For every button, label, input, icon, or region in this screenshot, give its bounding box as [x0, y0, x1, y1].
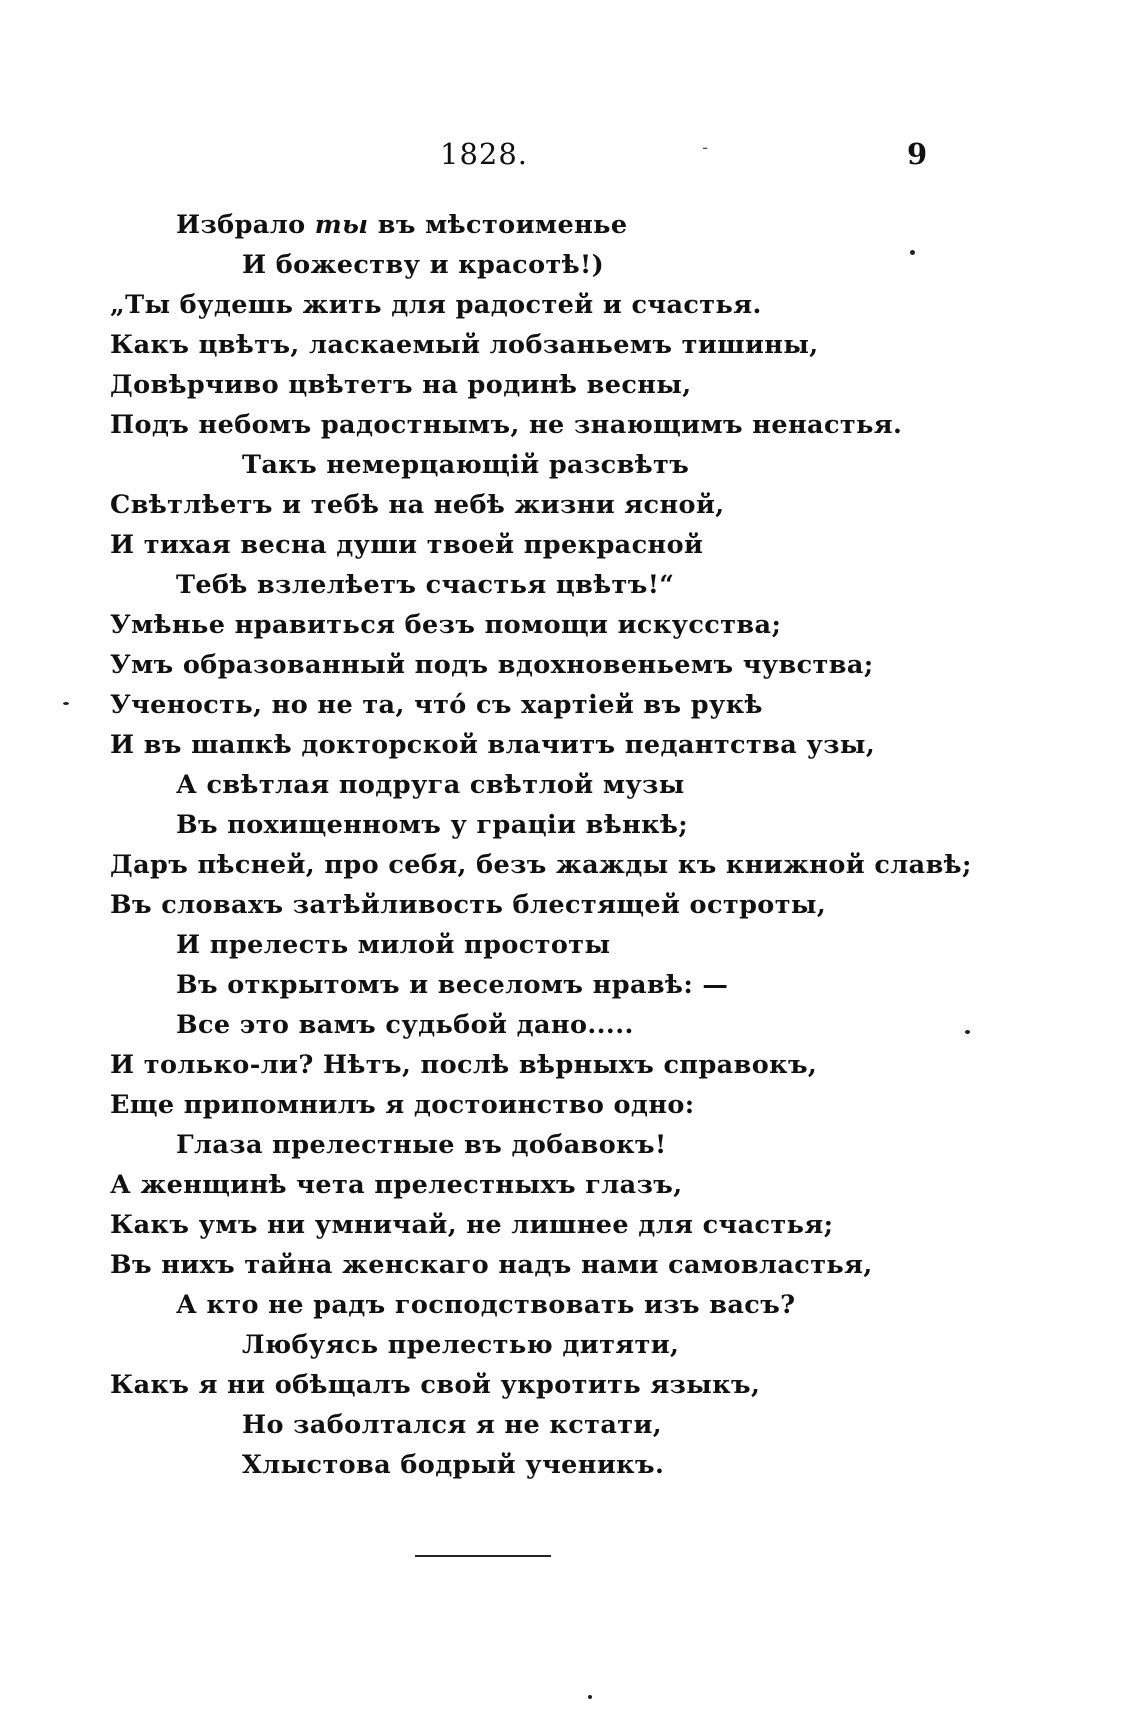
poem-line	[0, 1125, 1140, 1165]
poem-line	[0, 1445, 1140, 1485]
poem-line	[0, 1405, 1140, 1445]
poem-line	[0, 565, 1140, 605]
poem-line	[0, 205, 1140, 245]
poem-line-text: Умѣнье нравиться безъ помощи искусства;	[110, 610, 782, 640]
poem-line	[0, 805, 1140, 845]
poem-line-text: Умъ образованный подъ вдохновеньемъ чувства;	[110, 650, 874, 680]
poem-line	[0, 965, 1140, 1005]
poem-line	[0, 285, 1140, 325]
poem-line-text: Какъ умъ ни умничай, не лишнее для счастья;	[110, 1210, 834, 1240]
poem-line	[0, 725, 1140, 765]
running-head-year: 1828.	[440, 137, 529, 171]
poem-line	[0, 645, 1140, 685]
poem-line	[0, 1045, 1140, 1085]
print-speck	[910, 250, 915, 255]
poem-line-text: „Ты будешь жить для радостей и счастья.	[110, 290, 762, 320]
poem-line-text: И прелесть милой простоты	[176, 930, 611, 960]
poem-line	[0, 765, 1140, 805]
page-number: 9	[907, 137, 928, 171]
poem-line	[0, 1365, 1140, 1405]
poem-line-text: Ученость, но не та, что́ съ хартіей въ рукѣ	[110, 690, 763, 720]
poem-line	[0, 885, 1140, 925]
poem-line	[0, 1005, 1140, 1045]
poem-line	[0, 1165, 1140, 1205]
poem-line-text: Еще припомнилъ я достоинство одно:	[110, 1090, 695, 1120]
poem-line	[0, 405, 1140, 445]
poem-line-text: Но заболтался я не кстати,	[242, 1410, 663, 1440]
poem-line-text: Довѣрчиво цвѣтетъ на родинѣ весны,	[110, 370, 692, 400]
poem-line-text: Тебѣ взлелѣетъ счастья цвѣтъ!“	[176, 570, 675, 600]
poem-line	[0, 445, 1140, 485]
poem-line	[0, 365, 1140, 405]
poem-line	[0, 485, 1140, 525]
poem-line-text: Хлыстова бодрый ученикъ.	[242, 1450, 665, 1480]
poem-line-text: Въ похищенномъ у граціи вѣнкѣ;	[176, 810, 689, 840]
poem-line-text: А свѣтлая подруга свѣтлой музы	[176, 770, 685, 800]
poem-line-italic-text: ты	[314, 210, 369, 240]
poem-line-text: И только-ли? Нѣтъ, послѣ вѣрныхъ справокъ,	[110, 1050, 818, 1080]
poem-line-text: Свѣтлѣетъ и тебѣ на небѣ жизни ясной,	[110, 490, 725, 520]
poem-line	[0, 1325, 1140, 1365]
print-speck	[588, 1695, 592, 1699]
poem-line	[0, 685, 1140, 725]
poem-line-text: А женщинѣ чета прелестныхъ глазъ,	[110, 1170, 683, 1200]
poem-line	[0, 245, 1140, 285]
poem-line-text: И тихая весна души твоей прекрасной	[110, 530, 704, 560]
poem-line-text: Въ открытомъ и веселомъ нравѣ: —	[176, 970, 729, 1000]
poem-line	[0, 1245, 1140, 1285]
poem-line	[0, 325, 1140, 365]
poem-line-text: И божеству и красотѣ!)	[242, 250, 605, 280]
poem-line-text: Какъ цвѣтъ, ласкаемый лобзаньемъ тишины,	[110, 330, 819, 360]
poem-line-text: И въ шапкѣ докторской влачитъ педантства узы,	[110, 730, 876, 760]
poem-line	[0, 605, 1140, 645]
poem-body	[0, 205, 1140, 1485]
poem-line-text: въ мѣстоименье	[368, 210, 628, 240]
poem-line	[0, 1085, 1140, 1125]
poem-line	[0, 845, 1140, 885]
header-mark: -	[702, 137, 709, 158]
poem-line-text: Подъ небомъ радостнымъ, не знающимъ ненастья.	[110, 410, 903, 440]
poem-line	[0, 525, 1140, 565]
end-rule	[415, 1555, 551, 1557]
poem-line	[0, 1205, 1140, 1245]
poem-line-text: Даръ пѣсней, про себя, безъ жажды къ книжной славѣ;	[110, 850, 972, 880]
poem-line-text: Глаза прелестные въ добавокъ!	[176, 1130, 667, 1160]
poem-line-text: Въ нихъ тайна женскаго надъ нами самовластья,	[110, 1250, 873, 1280]
poem-line-text: А кто не радъ господствовать изъ васъ?	[176, 1290, 796, 1320]
poem-line-text: Въ словахъ затѣйливость блестящей остроты,	[110, 890, 827, 920]
poem-line-text: Избрало	[176, 210, 315, 240]
poem-line	[0, 925, 1140, 965]
poem-line-text: Такъ немерцающій разсвѣтъ	[242, 450, 690, 480]
poem-line-text: Все это вамъ судьбой дано.....	[176, 1010, 634, 1040]
poem-line-text: Любуясь прелестью дитяти,	[242, 1330, 680, 1360]
print-speck	[965, 1030, 970, 1034]
poem-line	[0, 1285, 1140, 1325]
print-speck	[63, 702, 69, 705]
poem-line-text: Какъ я ни обѣщалъ свой укротить языкъ,	[110, 1370, 761, 1400]
